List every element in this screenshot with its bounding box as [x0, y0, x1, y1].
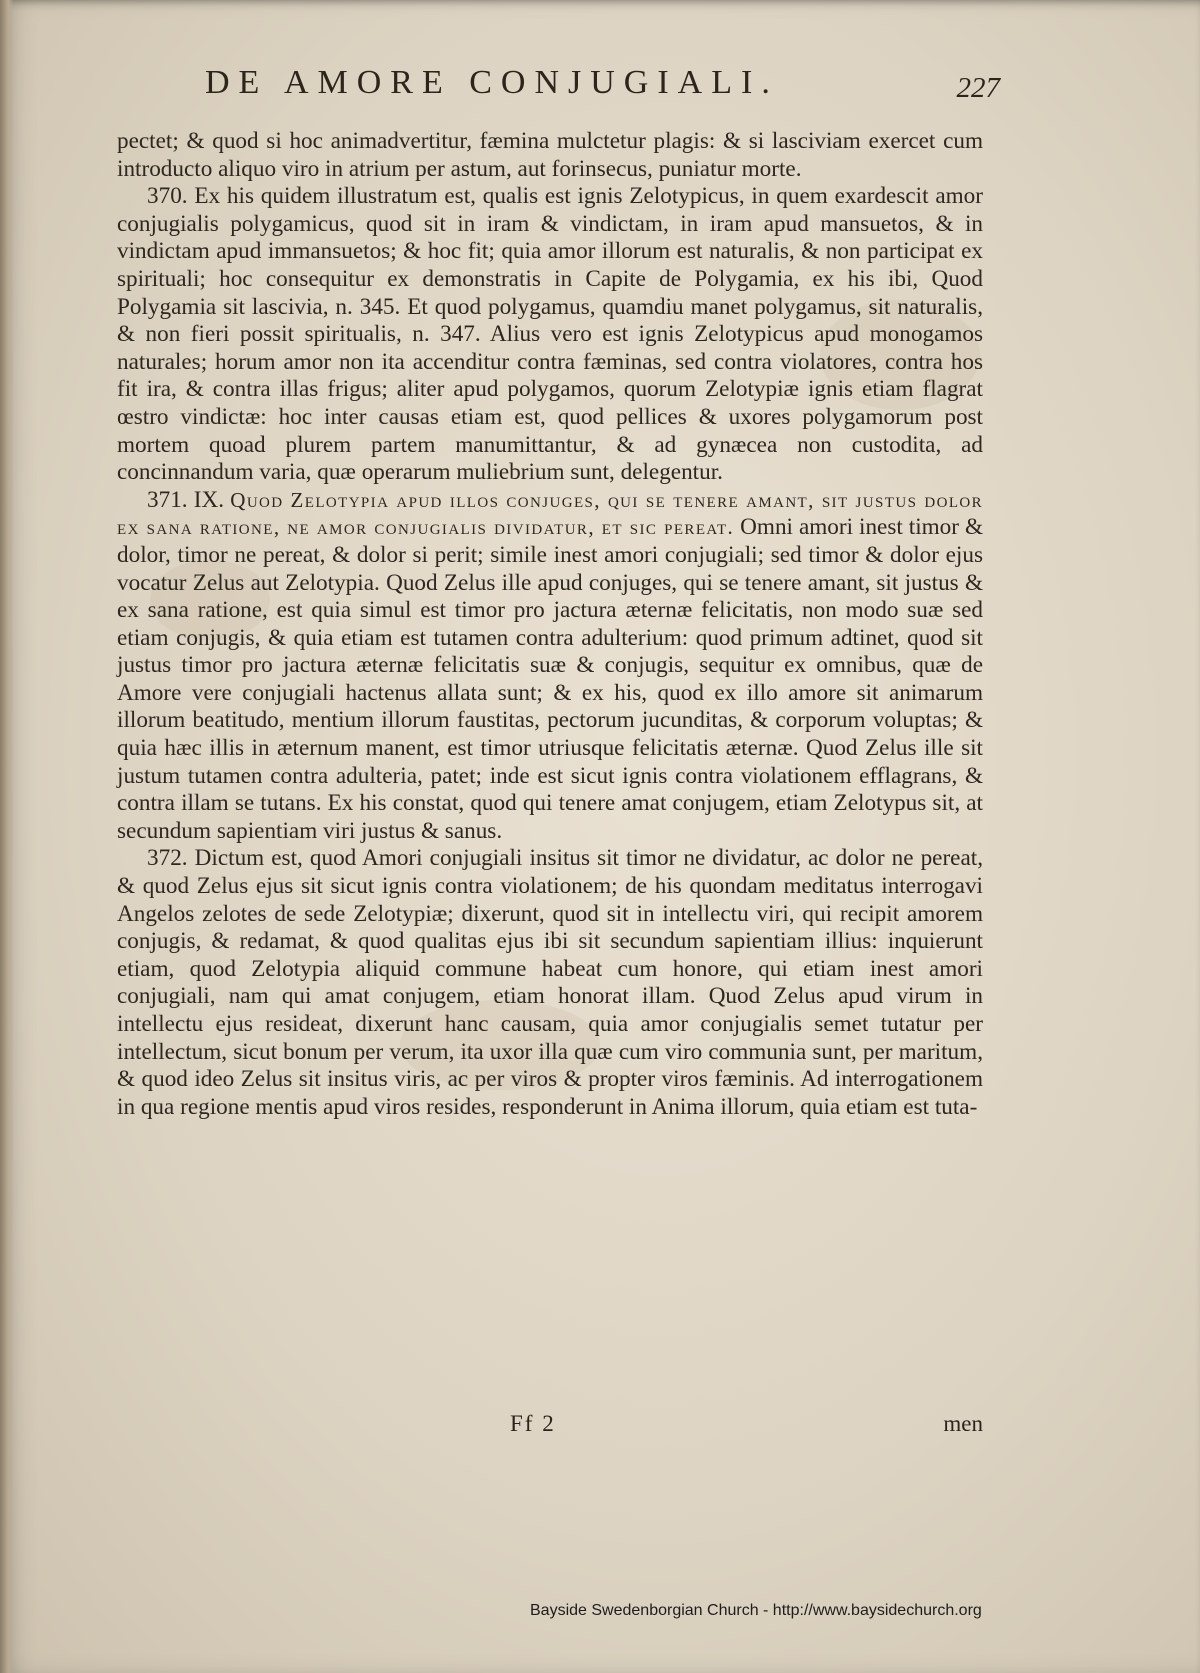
- page-footer: [117, 1411, 983, 1441]
- paragraph-371: [117, 487, 983, 846]
- body-text: [117, 128, 983, 1121]
- section-heading: Quod Zelotypia apud illos conjuges, qui se tenere amant, sit justus dolor ex sana ratione, ne amor conjugialis dividatur, et sic pereat.: [117, 487, 984, 540]
- page-number: 227: [956, 72, 1000, 104]
- catchword: men: [943, 1411, 983, 1436]
- paragraph-continuation: pectet; & quod si hoc animadvertitur, fæmina mulctetur plagis: & si lasciviam exercet cum introducto aliquo viro in atrium per astum, aut forinsecus, puniatur morte.: [117, 128, 983, 182]
- page-gutter-shadow: [0, 0, 14, 1673]
- signature-mark: Ff 2: [510, 1411, 556, 1436]
- running-title: DE AMORE CONJUGIALI.: [205, 64, 779, 101]
- scan-credit: Bayside Swedenborgian Church - http://www.baysidechurch.org: [530, 1602, 982, 1619]
- paragraph-371-text: Omni amori inest timor & dolor, timor ne pereat, & dolor si perit; simile inest amori conjugiali; sed timor & dolor ejus vocatur Zelus aut Zelotypia. Quod Zelus ille apud conjuges, qui se tenere amant, sit justus & ex sana ratione, est quia simul est timor pro jactura æternæ felicitatis, non modo suæ sed etiam conjugis, & quia etiam est tutamen contra adulterium: quod primum adtinet, quod sit justus timor pro jactura æternæ felicitatis suæ & conjugis, sequitur ex omnibus, quæ de Amore vere conjugiali hactenus allata sunt; & ex his, quod ex illo amore sit animarum illorum beatitudo, mentium illorum faustitas, pectorum jucunditas, & corporum voluptas; & quia hæc illis in æternum manent, est timor utriusque felicitatis æternæ. Quod Zelus ille sit justum tutamen contra adulteria, patet; inde est sicut ignis contra violationem efflagrans, & contra illam se tutans. Ex his constat, quod qui tenere amat conjugem, etiam Zelotypus sit, at secundum sapientiam viri justus & sanus.: [117, 514, 983, 844]
- page-header: [205, 64, 1000, 114]
- paragraph-370: 370. Ex his quidem illustratum est, qualis est ignis Zelotypicus, in quem exardescit amor conjugialis polygamicus, quod sit in iram & vindictam, in iram apud mansuetos, & in vindictam apud immansuetos; & hoc fit; quia amor illorum est naturalis, & non participat ex spirituali; hoc consequitur ex demonstratis in Capite de Polygamia, ex his ibi, Quod Polygamia sit lascivia, n. 345. Et quod polygamus, quamdiu manet polygamus, sit naturalis, & non fieri possit spiritualis, n. 347. Alius vero est ignis Zelotypicus apud monogamos naturales; horum amor non ita accenditur contra fæminas, sed contra violatores, contra hos fit ira, & contra illas frigus; aliter apud polygamos, quorum Zelotypiæ ignis etiam flagrat œstro vindictæ: hoc inter causas etiam est, quod pellices & uxores polygamorum post mortem quoad plurem partem manumittantur, & ad gynæcea non custodita, ad concinnandum varia, quæ operarum muliebrium sunt, delegentur.: [117, 183, 983, 486]
- paragraph-372: 372. Dictum est, quod Amori conjugiali insitus sit timor ne dividatur, ac dolor ne pereat, & quod Zelus ejus sit sicut ignis contra violationem; de his quondam meditatus interrogavi Angelos zelotes de sede Zelotypiæ; dixerunt, quod sit in intellectu viri, qui recipit amorem conjugis, & redamat, & quod qualitas ejus ibi sit secundum sapientiam illius: inquierunt etiam, quod Zelotypia aliquid commune habeat cum honore, qui etiam inest amori conjugiali, nam qui amat conjugem, etiam honorat illam. Quod Zelus apud virum in intellectu ejus resideat, dixerunt hanc causam, quia amor conjugialis semet tutatur per intellectum, sicut bonum per verum, ita uxor illa quæ cum viro communia sunt, per maritum, & quod ideo Zelus sit insitus viris, ac per viros & propter viros fæminis. Ad interrogationem in qua regione mentis apud viros resides, responderunt in Anima illorum, quia etiam est tuta-: [117, 845, 983, 1120]
- paragraph-371-number: 371. IX.: [147, 486, 225, 513]
